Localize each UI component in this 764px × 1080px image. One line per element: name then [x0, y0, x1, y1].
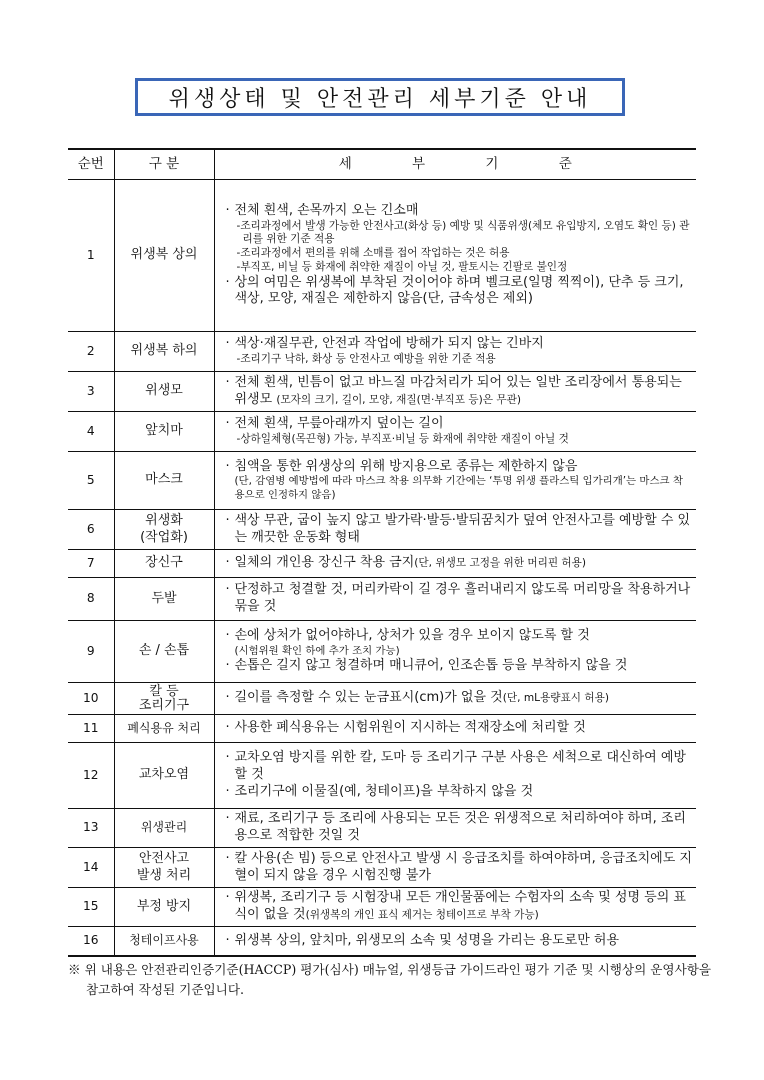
- row-criteria: [214, 848, 696, 888]
- page-title: 위생상태 및 안전관리 세부기준 안내: [168, 86, 592, 112]
- row-category: 손 / 손톱: [114, 621, 214, 683]
- criteria-main: [223, 375, 693, 409]
- criteria-note: (단, mL용량표시 허용): [502, 692, 609, 705]
- criteria-main: [223, 890, 693, 924]
- table-row: [68, 180, 696, 332]
- row-number: 9: [68, 621, 114, 683]
- row-criteria: [214, 578, 696, 621]
- row-number: 6: [68, 510, 114, 550]
- row-criteria: [214, 809, 696, 848]
- row-category: 위생복 상의: [114, 180, 214, 332]
- row-criteria: [214, 372, 696, 412]
- row-number: 13: [68, 809, 114, 848]
- row-category: 청테이프사용: [114, 926, 214, 956]
- table-row: [68, 550, 696, 578]
- table-row: [68, 888, 696, 927]
- row-criteria: [214, 683, 696, 715]
- criteria-main-text: 일체의 개인용 장신구 착용 금지: [234, 555, 415, 571]
- table-row: [68, 332, 696, 372]
- table-row: [68, 715, 696, 743]
- criteria-main: · 손에 상처가 없어야하나, 상처가 있을 경우 보이지 않도록 할 것: [223, 628, 693, 645]
- criteria-note: (단, 위생모 고정을 위한 머리핀 허용): [414, 557, 587, 570]
- row-category: 부정 방지: [114, 888, 214, 927]
- footnote: ※ 위 내용은 안전관리인증기준(HACCP) 평가(심사) 매뉴얼, 위생등급 가이드라인 평가 기준 및 시행상의 운영사항을 참고하여 작성된 기준입니다.: [68, 962, 712, 998]
- row-criteria: [214, 412, 696, 452]
- row-number: 15: [68, 888, 114, 927]
- criteria-main-text: 전체 흰색, 빈틈이 없고 바느질 마감처리가 되어 있는 일반 조리장에서 통용되는 위생모: [234, 374, 682, 407]
- row-criteria: [214, 180, 696, 332]
- row-number: 3: [68, 372, 114, 412]
- criteria-main: [223, 555, 693, 572]
- row-criteria: [214, 332, 696, 372]
- criteria-main: · 손톱은 길지 않고 청결하며 매니큐어, 인조손톱 등을 부착하지 않을 것: [223, 658, 693, 675]
- criteria-sub: -조리과정에서 편의를 위해 소매를 접어 작업하는 것은 허용: [236, 247, 510, 260]
- criteria-main: · 전체 흰색, 무릎아래까지 덮이는 길이: [223, 416, 693, 433]
- criteria-main: · 단정하고 청결할 것, 머리카락이 길 경우 흘러내리지 않도록 머리망을 착용하거나 묶을 것: [223, 582, 693, 616]
- criteria-main: · 색상 무관, 굽이 높지 않고 발가락·발등·발뒤꿈치가 덮여 안전사고를 예방할 수 있는 깨끗한 운동화 형태: [223, 513, 693, 547]
- header-category: 구 분: [114, 149, 214, 180]
- table-row: [68, 809, 696, 848]
- row-category: [114, 683, 214, 715]
- row-category: [114, 510, 214, 550]
- row-criteria: [214, 888, 696, 927]
- criteria-sub: -상하일체형(목끈형) 가능, 부직포·비닐 등 화재에 취약한 재질이 아닐 것: [236, 433, 569, 446]
- table-row: [68, 452, 696, 510]
- criteria-main: · 침액을 통한 위생상의 위해 방지용으로 종류는 제한하지 않음: [223, 459, 693, 476]
- row-category: 교차오염: [114, 743, 214, 809]
- table-row: [68, 412, 696, 452]
- header-criteria: 세 부 기 준: [214, 149, 696, 180]
- criteria-sub: -부직포, 비닐 등 화재에 취약한 재질이 아닐 것, 팔토시는 긴팔로 불인정: [236, 260, 568, 273]
- table-row: [68, 683, 696, 715]
- criteria-main: · 전체 흰색, 손목까지 오는 긴소매: [223, 203, 693, 220]
- row-number: 16: [68, 926, 114, 956]
- row-category: 위생복 하의: [114, 332, 214, 372]
- criteria-main: · 사용한 폐식용유는 시험위원이 지시하는 적재장소에 처리할 것: [223, 720, 693, 737]
- row-number: 8: [68, 578, 114, 621]
- row-category: 폐식용유 처리: [114, 715, 214, 743]
- criteria-main: [223, 690, 693, 707]
- row-number: 12: [68, 743, 114, 809]
- criteria-note: (단, 감염병 예방법에 따라 마스크 착용 의무화 기간에는 ‘투명 위생 플라스틱 입가리개’는 마스크 착용으로 인정하지 않음): [234, 475, 683, 501]
- row-category-line: 안전사고: [138, 850, 190, 866]
- table-row: [68, 621, 696, 683]
- row-category: 마스크: [114, 452, 214, 510]
- table-header-row: [68, 149, 696, 180]
- table-row: [68, 510, 696, 550]
- table-row: [68, 743, 696, 809]
- rules-table: [68, 148, 696, 957]
- row-number: 10: [68, 683, 114, 715]
- row-category: 두발: [114, 578, 214, 621]
- criteria-note: (위생복의 개인 표식 제거는 청테이프로 부착 가능): [305, 908, 539, 921]
- criteria-main: · 교차오염 방지를 위한 칼, 도마 등 조리기구 구분 사용은 세척으로 대신하여 예방할 것: [223, 750, 693, 784]
- row-category: 앞치마: [114, 412, 214, 452]
- row-criteria: [214, 550, 696, 578]
- table-row: [68, 926, 696, 956]
- row-category: 위생관리: [114, 809, 214, 848]
- row-number: 4: [68, 412, 114, 452]
- table-row: [68, 848, 696, 888]
- row-criteria: [214, 510, 696, 550]
- criteria-note: (시험위원 확인 하에 추가 조치 가능): [234, 644, 400, 657]
- row-category: 위생모: [114, 372, 214, 412]
- criteria-note: (모자의 크기, 길이, 모양, 재질(면·부직포 등)은 무관): [276, 393, 521, 406]
- title-box: [135, 78, 625, 116]
- row-category: 장신구: [114, 550, 214, 578]
- row-number: 1: [68, 180, 114, 332]
- row-number: 11: [68, 715, 114, 743]
- criteria-main: · 재료, 조리기구 등 조리에 사용되는 모든 것은 위생적으로 처리하여야 하며, 조리용으로 적합한 것일 것: [223, 811, 693, 845]
- row-category-line: 조리기구: [138, 697, 190, 713]
- row-number: 14: [68, 848, 114, 888]
- row-category: [114, 848, 214, 888]
- row-category-line: 발생 처리: [136, 867, 192, 883]
- criteria-sub: -조리기구 낙하, 화상 등 안전사고 예방을 위한 기준 적용: [236, 353, 496, 366]
- criteria-main: · 색상·재질무관, 안전과 작업에 방해가 되지 않는 긴바지: [223, 336, 693, 353]
- row-category-line: (작업화): [140, 529, 188, 545]
- table-row: [68, 372, 696, 412]
- criteria-main-text: 길이를 측정할 수 있는 눈금표시(cm)가 없을 것: [234, 690, 503, 706]
- row-criteria: [214, 926, 696, 956]
- row-criteria: [214, 743, 696, 809]
- criteria-main: · 위생복 상의, 앞치마, 위생모의 소속 및 성명을 가리는 용도로만 허용: [223, 933, 693, 950]
- criteria-main-text: 위생복, 조리기구 등 시험장내 모든 개인물품에는 수험자의 소속 및 성명 등의 표식이 없을 것: [234, 890, 686, 922]
- row-category-line: 위생화: [145, 512, 183, 528]
- table-row: [68, 578, 696, 621]
- row-number: 2: [68, 332, 114, 372]
- row-number: 5: [68, 452, 114, 510]
- header-number: 순번: [68, 149, 114, 180]
- row-criteria: [214, 621, 696, 683]
- row-category-line: 칼 등: [149, 684, 179, 699]
- criteria-main: · 칼 사용(손 빔) 등으로 안전사고 발생 시 응급조치를 하여야하며, 응급조치에도 지혈이 되지 않을 경우 시험진행 불가: [223, 851, 693, 885]
- criteria-main: · 상의 여밈은 위생복에 부착된 것이어야 하며 벨크로(일명 찍찍이), 단추 등 크기, 색상, 모양, 재질은 제한하지 않음(단, 금속성은 제외): [223, 275, 693, 309]
- row-criteria: [214, 452, 696, 510]
- criteria-main: · 조리기구에 이물질(예, 청테이프)을 부착하지 않을 것: [223, 784, 693, 801]
- row-criteria: [214, 715, 696, 743]
- criteria-sub: -조리과정에서 발생 가능한 안전사고(화상 등) 예방 및 식품위생(체모 유입방지, 오염도 확인 등) 관리를 위한 기준 적용: [236, 219, 690, 246]
- row-number: 7: [68, 550, 114, 578]
